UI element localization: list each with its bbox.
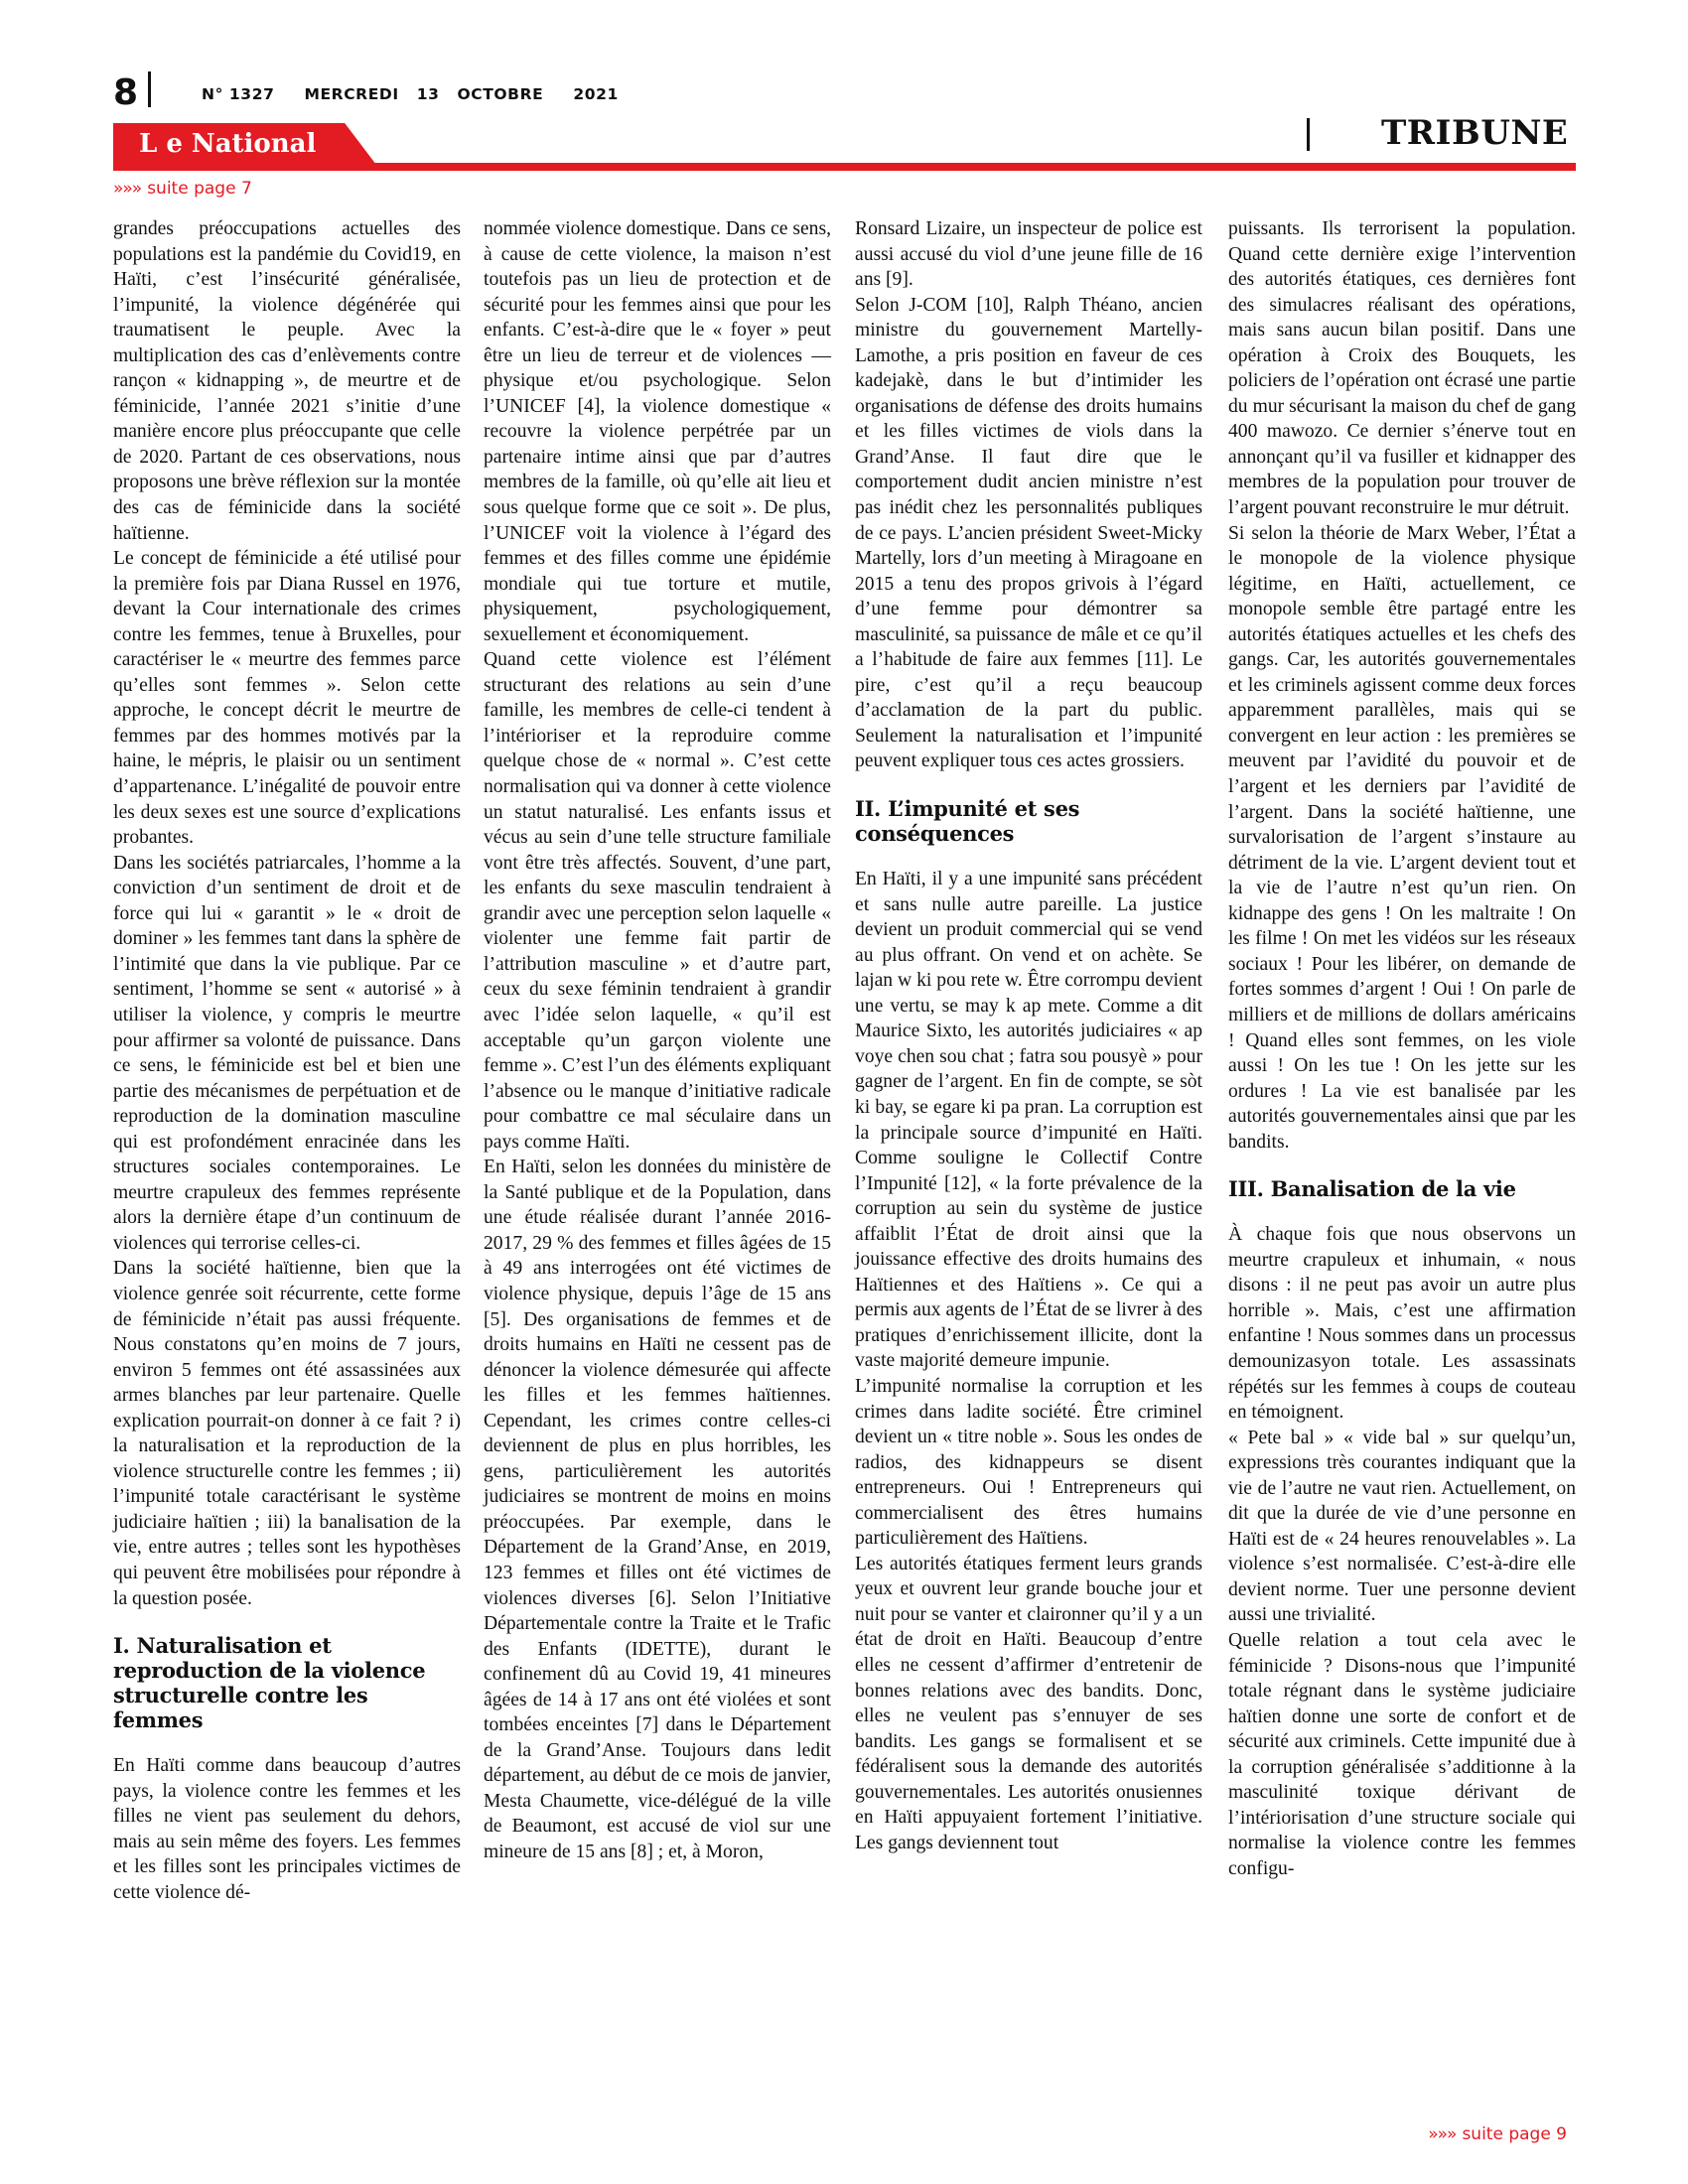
continued-on-label: suite page 9 xyxy=(1462,2124,1567,2144)
paragraph: Quand cette violence est l’élément structurant des relations au sein d’une famille, les membres de celle-ci tendent à l’intérioriser et la reproduire comme quelque chose de « normal ». C’est cette normalisation qui va donner à cette violence un statut naturalisé. Les enfants issus et vécus au sein d’une telle structure familiale vont être très affectés. Souvent, d’une part, les enfants du sexe masculin tendraient à grandir avec une perception selon laquelle « violenter une femme fait partir de l’attribution masculine » et d’autre part, ceux du sexe féminin tendraient à grandir avec l’idée selon laquelle, « qu’il est acceptable qu’un garçon violente une femme ». C’est l’un des éléments expliquant l’absence ou le manque d’initiative radicale pour combattre ce mal séculaire dans un pays comme Haïti. xyxy=(484,649,831,1153)
paragraph: Dans la société haïtienne, bien que la violence genrée soit récurrente, cette forme de féminicide n’était pas aussi fréquente. Nous constatons qu’en moins de 7 jours, environ 5 femmes ont été assassinées aux armes blanches par leur partenaire. Quelle explication pourrait-on donner à ce fait ? i) la naturalisation et la reproduction de la violence structurelle contre les femmes ; ii) l’impunité totale caractérisant le système judiciaire haïtien ; iii) la banalisation de la vie, entre autres ; telles sont les hypothèses qui peuvent être mobilisées pour répondre à la question posée. xyxy=(113,1258,461,1609)
issue-year: 2021 xyxy=(573,85,619,103)
paragraph: Si selon la théorie de Marx Weber, l’État a le monopole de la violence physique légitime, en Haïti, actuellement, ce monopole semble être partagé entre les autorités étatiques actuelles et les chefs des gangs. Car, les autorités gouvernementales et les criminels agissent comme deux forces apparemment parallèles, mais qui se convergent en leur action : les premières se meuvent par l’avidité du pouvoir et de l’argent et les derniers par l’avidité de l’argent. Dans la société haïtienne, une survalorisation de l’argent s’instaure au détriment de la vie. L’argent devient tout et la vie de l’autre n’est qu’un rien. On kidnappe des gens ! On les maltraite ! On les filme ! On met les vidéos sur les réseaux sociaux ! Pour les libérer, on demande de fortes sommes d’argent ! Oui ! On parle de milliers et de millions de dollars américains ! Quand elles sont femmes, on les viole aussi ! On les tue ! On les jette sur les ordures ! La vie est banalisée par les autorités gouvernementales ainsi que par les bandits. xyxy=(1228,522,1576,1153)
paragraph: grandes préoccupations actuelles des populations est la pandémie du Covid19, en Haïti, c’est l’insécurité généralisée, l’impunité, la violence dégénérée qui traumatisent le peuple. Avec la multiplication des cas d’enlèvements contre rançon « kidnapping », de meurtre et de féminicide, l’année 2021 s’initie d’une manière encore plus préoccupante que celle de 2020. Partant de ces observations, nous proposons une brève réflexion sur la montée des cas de féminicide dans la société haïtienne. xyxy=(113,218,461,544)
page-number: 8 xyxy=(113,72,139,113)
paragraph: L’impunité normalise la corruption et les crimes dans ladite société. Être criminel devient un « titre noble ». Sous les ondes de radios, des kidnappeurs se disent entrepreneurs. Oui ! Entrepreneurs qui commercialisent des êtres humains particulièrement des Haïtiens. xyxy=(855,1375,1202,1550)
paragraph: En Haïti comme dans beaucoup d’autres pays, la violence contre les femmes et les filles ne vient pas seulement du dehors, mais au sein même des foyers. Les femmes et les filles sont les principales victimes de cette violence dé- xyxy=(113,1755,461,1903)
section-title: TRIBUNE xyxy=(1381,113,1569,153)
continue-arrows-icon: »»» xyxy=(113,179,142,199)
continued-on-link[interactable] xyxy=(1428,2124,1567,2144)
paragraph: En Haïti, selon les données du ministère de la Santé publique et de la Population, dans une étude réalisée durant l’année 2016-2017, 29 % des femmes et filles âgées de 15 à 49 ans interrogées ont été victimes de violence physique, depuis l’âge de 15 ans [5]. Des organisations de femmes et de droits humains en Haïti ne cessent pas de dénoncer la violence démesurée qui affecte les filles et les femmes haïtiennes. Cependant, les crimes contre celles-ci deviennent de plus en plus horribles, les gens, particulièrement les autorités judiciaires se montrent de moins en moins préoccupées. Par exemple, dans le Département de la Grand’Anse, en 2019, 123 femmes et filles ont été victimes de violences diverses [6]. Selon l’Initiative Départementale contre la Traite et le Trafic des Enfants (IDETTE), durant le confinement dû au Covid 19, 41 mineures âgées de 14 à 17 ans ont été violées et sont tombées enceintes [7] dans le Département de la Grand’Anse. Toujours dans ledit département, au début de ce mois de janvier, Mesta Chaumette, vice-délégué de la ville de Beaumont, est accusé de viol sur une mineure de 15 ans [8] ; et, à Moron, xyxy=(484,1157,831,1862)
article-column-2 xyxy=(484,216,831,1865)
paragraph: En Haïti, il y a une impunité sans précédent et sans nulle autre pareille. La justice devient un produit commercial qui se vend au plus offrant. On vend et on achète. Se lajan w ki pou rete w. Être corrompu devient une vertu, se may k ap mete. Comme a dit Maurice Sixto, les autorités judiciaires « ap voye chen sou chat ; fatra sou pousyè » pour gagner de l’argent. En fin de compte, se sòt ki bay, se egare ki pa pran. La corruption est la principale source d’impunité en Haïti. Comme souligne le Collectif Contre l’Impunité [12], « la forte prévalence de la corruption au sein du système de justice affaiblit l’État de droit ainsi que la jouissance effective des droits humains des Haïtiennes et des Haïtiens ». Ce qui a permis aux agents de l’État de se livrer à des pratiques d’enrichissement illicite, dont la vaste majorité demeure impunie. xyxy=(855,869,1202,1372)
continued-from-link[interactable] xyxy=(113,179,252,199)
article-column-3 xyxy=(855,216,1202,1855)
section-divider xyxy=(1307,118,1310,151)
paragraph: Les autorités étatiques ferment leurs grands yeux et ouvrent leur grande bouche jour et nuit pour se vanter et claironner qu’il y a un état de droit en Haïti. Beaucoup d’entre elles ne cessent d’affirmer d’entretenir de bonnes relations avec des bandits. Donc, elles ne veulent pas s’ennuyer de ses bandits. Les gangs se formalisent et se fédéralisent sous la demande des autorités gouvernementales. Les autorités onusiennes en Haïti appuyaient fortement l’initiative. Les gangs deviennent tout xyxy=(855,1553,1202,1853)
paragraph: puissants. Ils terrorisent la population. Quand cette dernière exige l’intervention des autorités étatiques, ces dernières font des simulacres réalisant des opérations, mais sans aucun bilan positif. Dans une opération à Croix des Bouquets, les policiers de l’opération ont écrasé une partie du mur sécurisant la maison du chef de gang 400 mawozo. Ce dernier s’énerve tout en annonçant qu’il va fusiller et kidnapper des membres de la population pour trouver de l’argent pouvant reconstruire le mur détruit. xyxy=(1228,218,1576,519)
brand-name: L e National xyxy=(139,129,317,159)
article-column-1 xyxy=(113,216,461,1905)
paragraph: « Pete bal » « vide bal » sur quelqu’un, expressions très courantes indiquant que la vie de l’autre ne vaut rien. Actuellement, on dit que la durée de vie d’une personne en Haïti est de « 24 heures renouvelables ». La violence s’est normalisée. C’est-à-dire elle devient norme. Tuer une personne devient aussi une trivialité. xyxy=(1228,1427,1576,1626)
paragraph: Ronsard Lizaire, un inspecteur de police est aussi accusé du viol d’une jeune fille de 16 ans [9]. xyxy=(855,218,1202,291)
section-heading-banalisation: III. Banalisation de la vie xyxy=(1228,1176,1516,1202)
issue-date: MERCREDI 13 OCTOBRE xyxy=(304,85,544,103)
issue-info xyxy=(202,85,619,103)
issue-number: N° 1327 xyxy=(202,85,275,103)
paragraph: Quelle relation a tout cela avec le féminicide ? Disons-nous que l’impunité totale régnant dans le système judiciaire haïtien donne une sorte de confort et de sécurité aux criminels. Cette impunité due à la corruption généralisée s’additionne à la masculinité toxique dérivant de l’intériorisation d’une structure sociale qui normalise la violence contre les femmes configu- xyxy=(1228,1629,1576,1879)
continue-arrows-icon: »»» xyxy=(1428,2124,1457,2144)
paragraph: Dans les sociétés patriarcales, l’homme a la conviction d’un sentiment de droit et de force qui lui « garantit » le « droit de dominer » les femmes tant dans la sphère de l’intimité que dans la vie publique. Par ce sentiment, l’homme se sent « autorisé » à utiliser la violence, y compris le meurtre pour affirmer sa volonté de puissance. Dans ce sens, le féminicide est bel et bien une partie des mécanismes de perpétuation et de reproduction de la domination masculine qui est profondément enracinée dans les structures sociales contemporaines. Le meurtre crapuleux des femmes représente alors la dernière étape d’un continuum de violences qui terrorise celles-ci. xyxy=(113,852,461,1254)
paragraph: Le concept de féminicide a été utilisé pour la première fois par Diana Russel en 1976, devant la Cour internationale des crimes contre les femmes, tenue à Bruxelles, pour caractériser le « meurtre des femmes parce qu’elles sont femmes ». Selon cette approche, le concept décrit le meurtre de femmes par des hommes motivés par la haine, le mépris, le plaisir ou un sentiment d’appartenance. L’inégalité de pouvoir entre les deux sexes est une source d’explications probantes. xyxy=(113,548,461,849)
section-heading-naturalisation: I. Naturalisation et reproduction de la violence structurelle contre les femmes xyxy=(113,1633,426,1733)
section-heading-impunite: II. L’impunité et ses conséquences xyxy=(855,796,1080,847)
continued-from-label: suite page 7 xyxy=(147,179,252,199)
paragraph: nommée violence domestique. Dans ce sens, à cause de cette violence, la maison n’est toutefois pas un lieu de protection et de sécurité pour les femmes ainsi que pour les enfants. C’est-à-dire que le « foyer » peut être un lieu de terreur et de violences — physique et/ou psychologique. Selon l’UNICEF [4], la violence domestique « recouvre la violence perpétrée par un partenaire intime ainsi que par d’autres membres de la famille, où qu’elle ait lieu et sous quelque forme que ce soit ». De plus, l’UNICEF voit la violence à l’égard des femmes et des filles comme une épidémie mondiale qui tue torture et mutile, physiquement, psychologiquement, sexuellement et économiquement. xyxy=(484,218,831,645)
paragraph: Selon J-COM [10], Ralph Théano, ancien ministre du gouvernement Martelly-Lamothe, a pris position en faveur de ces kadejakè, dans le but d’intimider les organisations de défense des droits humains et les filles victimes de viols dans la Grand’Anse. Il faut dire que le comportement dudit ancien ministre n’est pas inédit chez les personnalités publiques de ce pays. L’ancien président Sweet-Micky Martelly, lors d’un meeting à Miragoane en 2015 a tenu des propos grivois à l’égard d’une femme pour démontrer sa masculinité, sa puissance de mâle et ce qu’il a l’habitude de faire aux femmes [11]. Le pire, c’est qu’il a reçu beaucoup d’acclamation de la part du public. Seulement la naturalisation et l’impunité peuvent expliquer tous ces actes grossiers. xyxy=(855,294,1202,772)
page-number-divider xyxy=(148,71,151,107)
article-column-4 xyxy=(1228,216,1576,1881)
paragraph: À chaque fois que nous observons un meurtre crapuleux et inhumain, « nous disons : il ne peut pas avoir un autre plus horrible ». Mais, c’est une affirmation enfantine ! Nous sommes dans un processus demounizasyon totale. Les assassinats répétés sur les femmes à coups de couteau en témoignent. xyxy=(1228,1224,1576,1424)
